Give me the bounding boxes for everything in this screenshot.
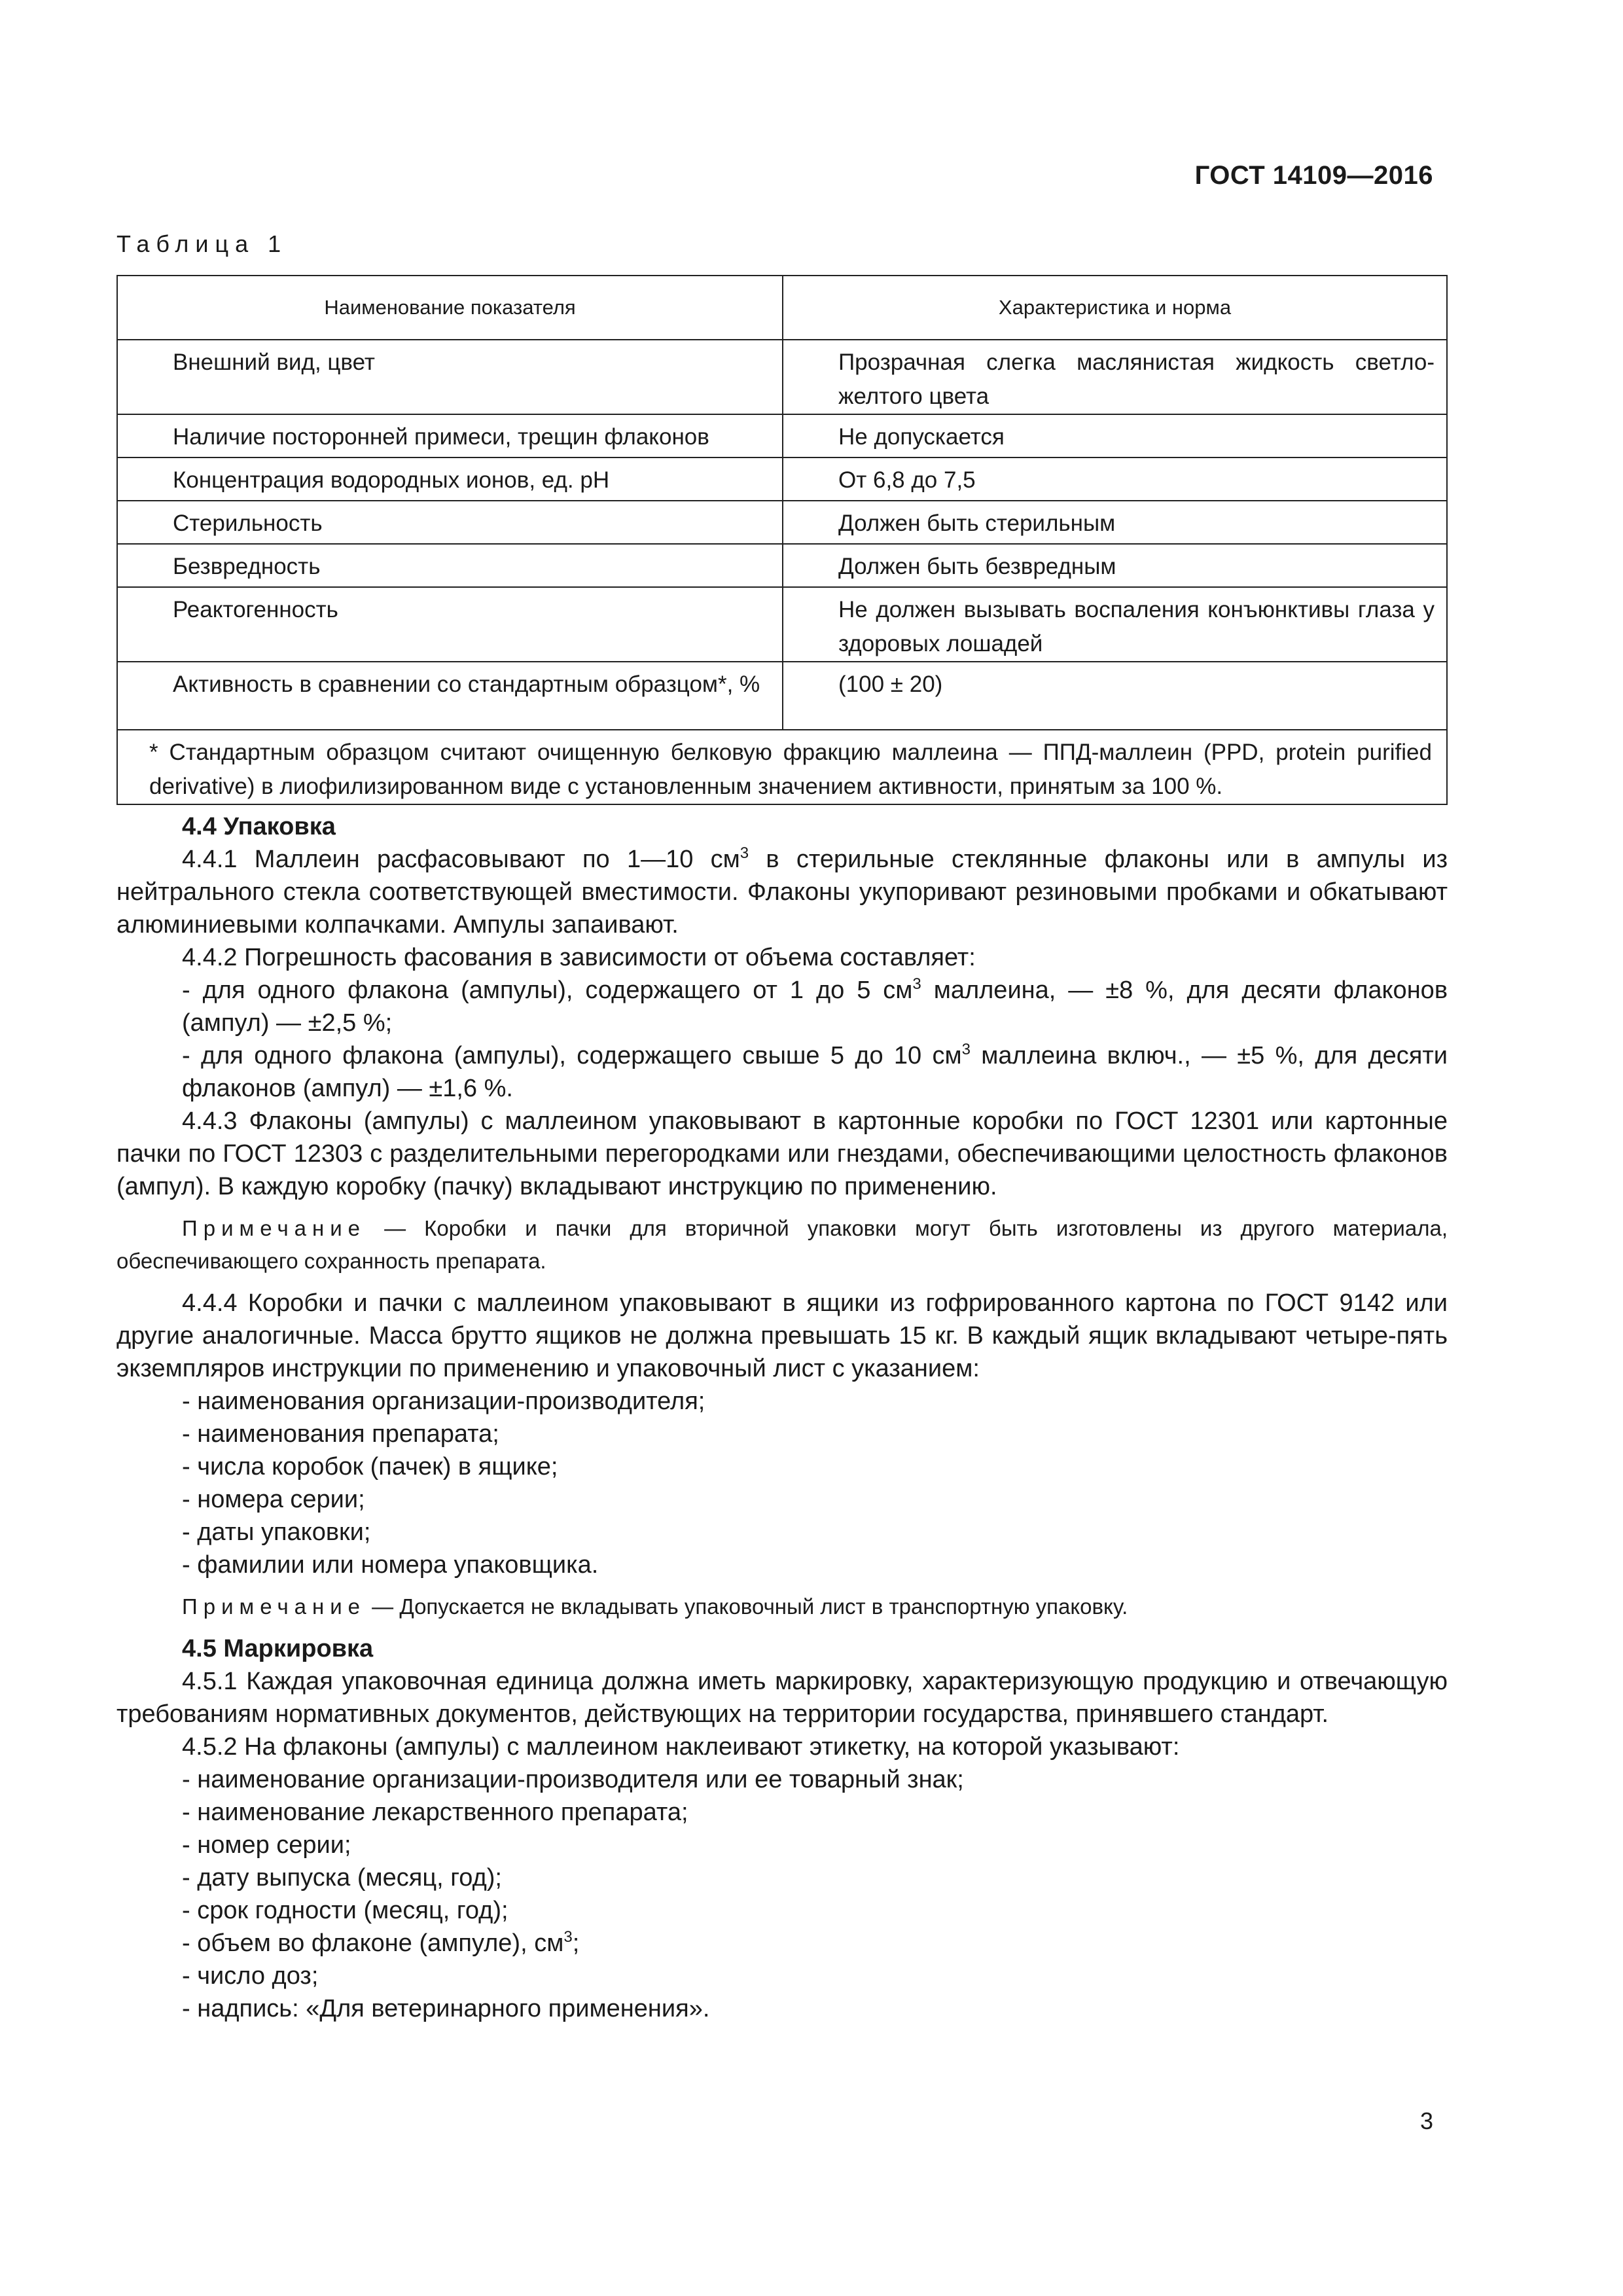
indicator-norm: Прозрачная слегка маслянистая жидкость светло-желтого цвета: [783, 340, 1447, 414]
note-label: Примечание: [182, 1216, 366, 1240]
paragraph-4-4-1: [116, 843, 1448, 941]
paragraph-text: в стерильные стеклянные флаконы или в ампулы из нейтрального стекла соответствующей вместимости. Флаконы укупоривают резиновыми пробками и обкатывают алюминиевыми колпачками. Ампулы запаивают.: [116, 846, 1448, 939]
indicator-name: Наличие посторонней примеси, трещин флаконов: [117, 414, 783, 457]
indicator-name: Реактогенность: [117, 587, 783, 662]
table-row: [117, 544, 1447, 587]
paragraph-4-5-2: 4.5.2 На флаконы (ампулы) с маллеином наклеивают этикетку, на которой указывают:: [182, 1733, 1180, 1761]
indicator-norm: Должен быть безвредным: [783, 544, 1447, 587]
list-item-text: - объем во флаконе (ампуле), см: [182, 1929, 564, 1957]
superscript: 3: [563, 1928, 573, 1946]
table-row: [117, 414, 1447, 457]
table-caption: Таблица 1: [116, 230, 288, 257]
list-item: [116, 974, 1448, 1039]
indicator-norm: От 6,8 до 7,5: [783, 457, 1447, 501]
indicators-table: [116, 275, 1448, 805]
list-item: - наименования организации-производителя;: [182, 1388, 705, 1415]
paragraph-4-5-1: 4.5.1 Каждая упаковочная единица должна иметь маркировку, характеризующую продукцию и отвечающую требованиям нормативных документов, действующих на территории государства, принявшего стандарт.: [116, 1668, 1448, 1728]
paragraph-4-4-2: 4.4.2 Погрешность фасования в зависимости от объема составляет:: [182, 944, 976, 971]
list-item: - число доз;: [182, 1962, 319, 1990]
indicator-norm: Должен быть стерильным: [783, 501, 1447, 544]
list-item: - наименование организации-производителя или ее товарный знак;: [182, 1766, 964, 1793]
list-item: - надпись: «Для ветеринарного применения».: [182, 1995, 710, 2022]
table-row: [117, 501, 1447, 544]
table-header-row: [117, 276, 1447, 340]
indicator-name: Активность в сравнении со стандартным образцом*, %: [117, 662, 783, 730]
indicator-name: Безвредность: [117, 544, 783, 587]
list-item-text: ;: [572, 1929, 580, 1957]
list-item: - даты упаковки;: [182, 1518, 371, 1546]
list-item: [116, 1927, 1448, 1960]
paragraph-text: 4.4.1 Маллеин расфасовывают по 1—10 см: [182, 846, 740, 873]
superscript: 3: [912, 975, 921, 993]
list-item: - дату выпуска (месяц, год);: [182, 1864, 502, 1892]
list-item-text: маллеина, — ±8 %, для десяти флаконов (ампул) — ±2,5 %;: [182, 977, 1448, 1037]
list-item-text: маллеина включ., — ±5 %, для десяти флаконов (ампул) — ±1,6 %.: [182, 1042, 1448, 1102]
list-item: - числа коробок (пачек) в ящике;: [182, 1453, 558, 1480]
section-heading-4-5: 4.5 Маркировка: [182, 1635, 374, 1662]
document-body: [116, 810, 1448, 2025]
note-label: Примечание: [182, 1594, 366, 1619]
table-row: [117, 587, 1447, 662]
table-footnote: * Стандартным образцом считают очищенную белковую фракцию маллеина — ППД-маллеин (PPD, protein purified derivative) в лиофилизированном виде с установленным значением активности, принятым за 100 %.: [117, 730, 1447, 804]
list-item-text: - для одного флакона (ампулы), содержащего свыше 5 до 10 см: [182, 1042, 962, 1069]
column-header-norm: Характеристика и норма: [783, 276, 1447, 340]
list-item: - фамилии или номера упаковщика.: [182, 1551, 599, 1579]
table-footnote-row: [117, 730, 1447, 804]
superscript: 3: [961, 1041, 971, 1058]
document-code: ГОСТ 14109—2016: [1194, 161, 1433, 190]
list-item: - номера серии;: [182, 1486, 365, 1513]
indicator-norm: Не допускается: [783, 414, 1447, 457]
table-row: [117, 340, 1447, 414]
note: [116, 1212, 1448, 1278]
superscript: 3: [740, 844, 749, 862]
section-heading-4-4: 4.4 Упаковка: [182, 813, 336, 840]
column-header-name: Наименование показателя: [117, 276, 783, 340]
indicator-name: Концентрация водородных ионов, ед. рН: [117, 457, 783, 501]
list-item: - номер серии;: [182, 1831, 351, 1859]
list-item-text: - для одного флакона (ампулы), содержащего от 1 до 5 см: [182, 977, 913, 1004]
note-text: — Допускается не вкладывать упаковочный лист в транспортную упаковку.: [366, 1594, 1128, 1619]
indicator-norm: Не должен вызывать воспаления конъюнктивы глаза у здоровых лошадей: [783, 587, 1447, 662]
indicator-name: Внешний вид, цвет: [117, 340, 783, 414]
list-item: - наименования препарата;: [182, 1420, 499, 1448]
table-row: [117, 662, 1447, 730]
page-number: 3: [1419, 2108, 1433, 2134]
list-item: - наименование лекарственного препарата;: [182, 1799, 688, 1826]
paragraph-4-4-4: 4.4.4 Коробки и пачки с маллеином упаковывают в ящики из гофрированного картона по ГОСТ 9142 или другие аналогичные. Масса брутто ящиков не должна превышать 15 кг. В каждый ящик вкладывают четыре-пять экземпляров инструкции по применению и упаковочный лист с указанием:: [116, 1289, 1448, 1382]
list-item: [116, 1039, 1448, 1105]
note: [116, 1590, 1448, 1623]
paragraph-4-4-3: 4.4.3 Флаконы (ампулы) с маллеином упаковывают в картонные коробки по ГОСТ 12301 или картонные пачки по ГОСТ 12303 с разделительными перегородками или гнездами, обеспечивающими целостность флаконов (ампул). В каждую коробку (пачку) вкладывают инструкцию по применению.: [116, 1107, 1448, 1200]
table-row: [117, 457, 1447, 501]
note-text: — Коробки и пачки для вторичной упаковки могут быть изготовлены из другого материала, обеспечивающего сохранность препарата.: [116, 1216, 1448, 1273]
list-item: - срок годности (месяц, год);: [182, 1897, 508, 1924]
indicator-name: Стерильность: [117, 501, 783, 544]
indicator-norm: (100 ± 20): [783, 662, 1447, 730]
